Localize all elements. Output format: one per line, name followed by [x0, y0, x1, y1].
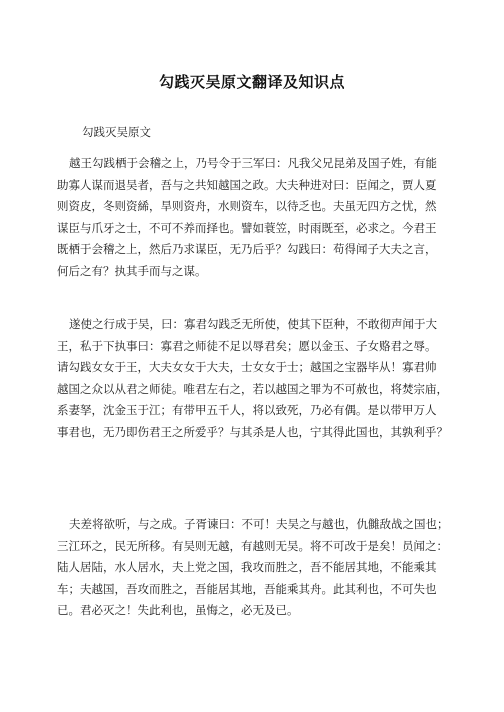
paragraph-line: 谋臣与爪牙之士，不可不养而择也。譬如蓑笠，时雨既至，必求之。今君王: [57, 220, 437, 235]
paragraph-line: 越王勾践栖于会稽之上，乃号令于三军曰：凡我父兄昆弟及国子姓，有能: [69, 156, 437, 170]
paragraph-line: 已。君必灭之！失此利也，虽悔之，必无及已。: [57, 603, 299, 617]
paragraph-line: 则资皮，冬则资絺，旱则资舟，水则资车，以待乏也。夫虽无四方之忧，然: [57, 199, 437, 213]
paragraph-line: 请勾践女女于王，大夫女女于大夫，士女女于士；越国之宝器毕从！寡君帅: [57, 360, 437, 374]
document-title: 勾践灭吴原文翻译及知识点: [158, 73, 345, 91]
paragraph-line: 车；夫越国，吾攻而胜之，吾能居其地，吾能乘其舟。此其利也，不可失也: [57, 581, 437, 596]
paragraph-1: [57, 153, 457, 282]
paragraph-line: 何后之有？执其手而与之谋。: [57, 263, 207, 278]
paragraph-line: 系妻孥，沈金玉于江；有带甲五千人，将以致死，乃必有偶。是以带甲万人: [57, 403, 437, 417]
paragraph-2: [57, 314, 457, 443]
paragraph-line: 陆人居陆，水人居水，夫上党之国，我攻而胜之，吾不能居其地，不能乘其: [57, 560, 437, 574]
paragraph-3: [57, 514, 457, 622]
paragraph-line: 王，私于下执事曰：寡君之师徒不足以辱君矣；愿以金玉、子女赂君之辱。: [57, 338, 437, 353]
paragraph-line: 既栖于会稽之上，然后乃求谋臣，无乃后乎？勾践曰：苟得闻子大夫之言，: [57, 242, 437, 256]
paragraph-line: 夫差将欲听，与之成。子胥谏曰：不可！夫吴之与越也，仇雠敌战之国也；: [69, 517, 449, 531]
paragraph-line: 越国之众以从君之师徒。唯君左右之，若以越国之罪为不可赦也，将焚宗庙，: [57, 381, 448, 396]
paragraph-line: 助寡人谋而退吴者，吾与之共知越国之政。大夫种进对曰：臣闻之，贾人夏: [57, 177, 437, 192]
paragraph-line: 三江环之，民无所移。有吴则无越，有越则无吴。将不可改于是矣！员闻之：: [57, 538, 448, 553]
paragraph-line: 遂使之行成于吴，曰：寡君勾践乏无所使，使其下臣种，不敢彻声闻于大: [69, 317, 437, 331]
section-heading: 勾践灭吴原文: [82, 125, 151, 139]
paragraph-line: 事君也，无乃即伤君王之所爱乎？与其杀是人也，宁其得此国也，其孰利乎？: [57, 424, 448, 439]
